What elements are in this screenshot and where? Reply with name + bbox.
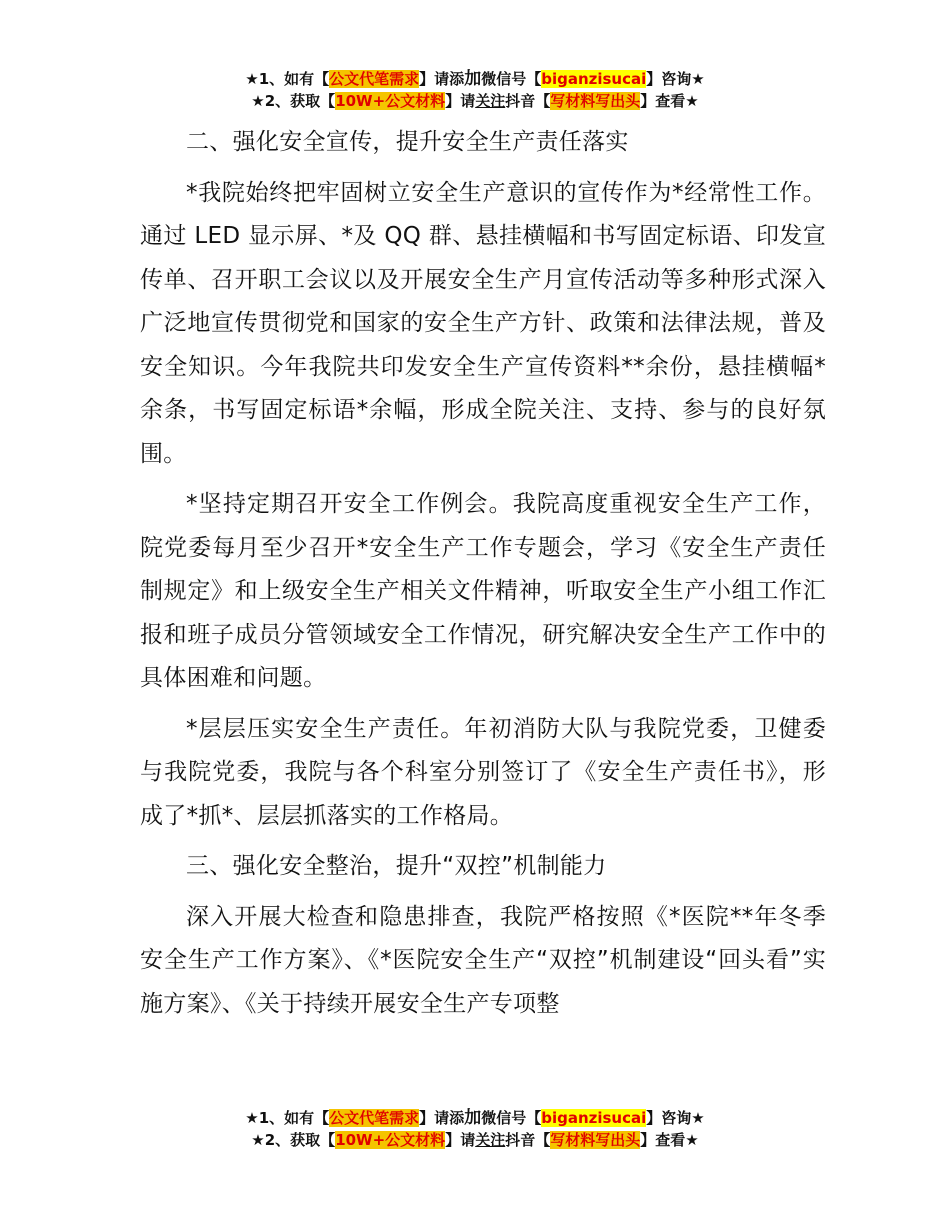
footer-line-2-suffix: 】查看★: [640, 1131, 699, 1149]
header-line-1-suffix: 】咨询★: [646, 70, 705, 88]
header-line-2-prefix: ★2、获取【: [251, 92, 336, 110]
footer-line-1: [0, 1107, 950, 1129]
header-line-2-highlight-douyin: 写材料写出头: [550, 92, 641, 110]
footer-banner: [0, 1107, 950, 1151]
section-heading-2: 二、强化安全宣传，提升安全生产责任落实: [186, 129, 629, 155]
footer-line-2-text-c: 抖音【: [505, 1131, 551, 1149]
header-line-1-highlight-wechat: biganzisucai: [541, 70, 647, 88]
header-banner: [0, 68, 950, 112]
section-heading-3: 三、强化安全整治，提升“双控”机制能力: [186, 853, 607, 879]
footer-line-1-text: 】请添: [419, 1109, 465, 1127]
header-line-1-highlight-service: 公文代笔需求: [329, 70, 420, 88]
footer-line-2-prefix: ★2、获取【: [251, 1131, 336, 1149]
footer-line-1-highlight-service: 公文代笔需求: [329, 1109, 420, 1127]
footer-line-2-text-b: 关注: [475, 1131, 506, 1149]
footer-line-2: [0, 1129, 950, 1151]
footer-line-1-prefix: ★1、如有【: [245, 1109, 330, 1127]
footer-line-1-highlight-wechat: biganzisucai: [541, 1109, 647, 1127]
header-line-1-prefix: ★1、如有【: [245, 70, 330, 88]
header-line-1-text-c: 微信号【: [481, 70, 542, 88]
footer-line-2-highlight-douyin: 写材料写出头: [550, 1131, 641, 1149]
body-paragraph: *层层压实安全生产责任。年初消防大队与我院党委，卫健委与我院党委，我院与各个科室分别签订了《安全生产责任书》，形成了*抓*、层层抓落实的工作格局。: [140, 715, 826, 829]
body-paragraph: *我院始终把牢固树立安全生产意识的宣传作为*经常性工作。通过 LED 显示屏、*及 QQ 群、悬挂横幅和书写固定标语、印发宣传单、召开职工会议以及开展安全生产月宣传活动等多种形式深入广泛地宣传贯彻党和国家的安全生产方针、政策和法律法规，普及安全知识。今年我院共印发安全生产宣传资料**余份，悬挂横幅*余条，书写固定标语*余幅，形成全院关注、支持、参与的良好氛围。: [140, 179, 826, 467]
footer-line-2-text: 】请: [445, 1131, 476, 1149]
header-line-2-text: 】请: [445, 92, 476, 110]
footer-line-1-suffix: 】咨询★: [646, 1109, 705, 1127]
header-line-1-text-b: 加: [464, 69, 482, 89]
header-line-2: [0, 90, 950, 112]
header-line-2-text-c: 抖音【: [505, 92, 551, 110]
header-line-1: [0, 68, 950, 90]
header-line-2-highlight-materials: 10W+公文材料: [335, 92, 446, 110]
header-line-1-text: 】请添: [419, 70, 465, 88]
document-body: [140, 121, 826, 1026]
footer-line-1-text-b: 加: [464, 1108, 482, 1128]
footer-line-2-highlight-materials: 10W+公文材料: [335, 1131, 446, 1149]
header-line-2-text-b: 关注: [475, 92, 506, 110]
header-line-2-suffix: 】查看★: [640, 92, 699, 110]
body-paragraph: 深入开展大检查和隐患排查，我院严格按照《*医院**年冬季安全生产工作方案》、《*医院安全生产“双控”机制建设“回头看”实施方案》、《关于持续开展安全生产专项整: [140, 903, 826, 1017]
body-paragraph: *坚持定期召开安全工作例会。我院高度重视安全生产工作，院党委每月至少召开*安全生产工作专题会，学习《安全生产责任制规定》和上级安全生产相关文件精神，听取安全生产小组工作汇报和班子成员分管领域安全工作情况，研究解决安全生产工作中的具体困难和问题。: [140, 491, 826, 691]
footer-line-1-text-c: 微信号【: [481, 1109, 542, 1127]
